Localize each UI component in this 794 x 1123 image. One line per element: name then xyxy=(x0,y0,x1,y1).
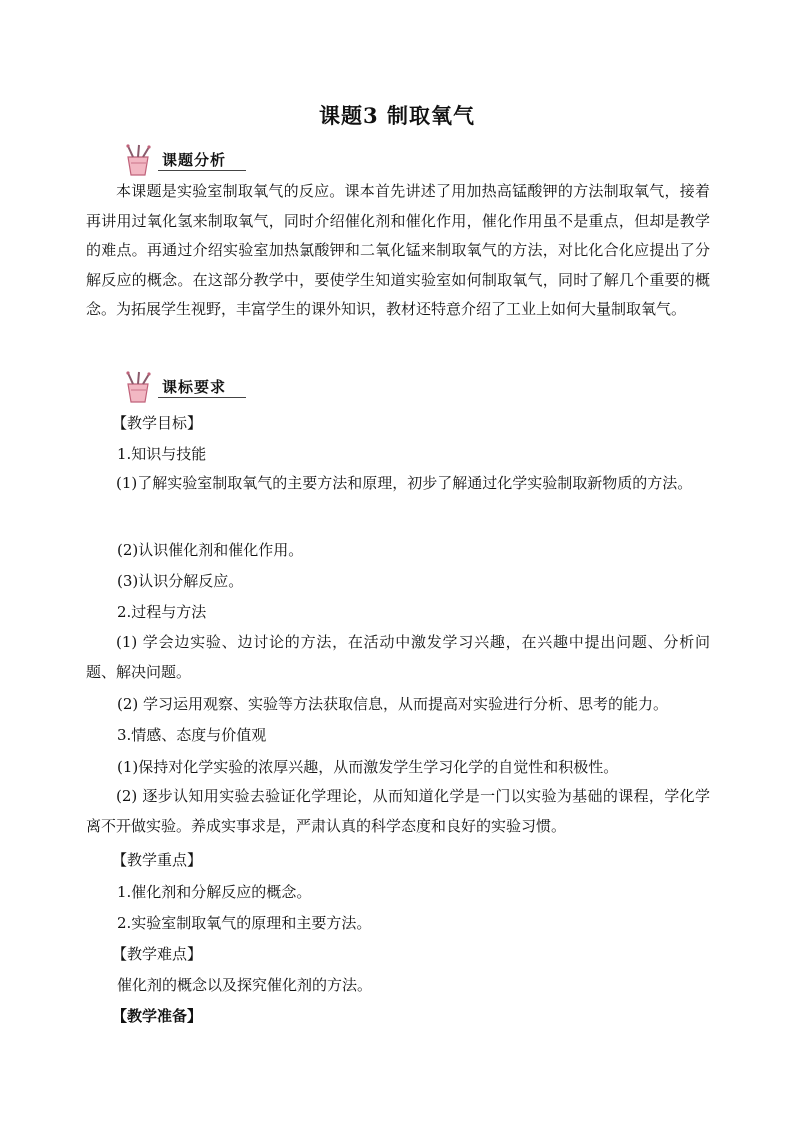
knowledge-heading: 1.知识与技能 xyxy=(117,445,207,463)
attitude-item-1: (1)保持对化学实验的浓厚兴趣，从而激发学生学习化学的自觉性和积极性。 xyxy=(117,758,619,776)
page-title: 课题3 制取氧气 xyxy=(319,103,475,128)
difficulty-heading: 【教学难点】 xyxy=(112,945,203,963)
attitude-item-2: (2) 逐步认知用实验去验证化学理论，从而知道化学是一门以实验为基础的课程，学化学离不开做实验。养成实事求是，严肃认真的科学态度和良好的实验习惯。 xyxy=(86,787,710,835)
objectives-heading: 【教学目标】 xyxy=(112,414,203,432)
process-item-2: (2) 学习运用观察、实验等方法获取信息，从而提高对实验进行分析、思考的能力。 xyxy=(117,695,669,713)
section-badge-standard xyxy=(122,370,246,404)
preparation-heading: 【教学准备】 xyxy=(112,1007,203,1025)
key-point-2: 2.实验室制取氧气的原理和主要方法。 xyxy=(117,914,372,932)
attitude-heading: 3.情感、态度与价值观 xyxy=(117,726,267,744)
knowledge-item-3: (3)认识分解反应。 xyxy=(117,572,244,590)
analysis-paragraph: 本课题是实验室制取氧气的反应。课本首先讲述了用加热高锰酸钾的方法制取氧气，接着再讲用过氧化氢来制取氧气，同时介绍催化剂和催化作用，催化作用虽不是重点，但却是教学的难点。再通过介绍实验室加热氯酸钾和二氧化锰来制取氧气的方法，对比化合化应提出了分解反应的概念。在这部分教学中，要使学生知道实验室如何制取氧气，同时了解几个重要的概念。为拓展学生视野，丰富学生的课外知识，教材还特意介绍了工业上如何大量制取氧气。 xyxy=(86,182,710,318)
knowledge-item-1: (1)了解实验室制取氧气的主要方法和原理，初步了解通过化学实验制取新物质的方法。 xyxy=(116,474,693,492)
badge-underline xyxy=(158,170,246,171)
pencil-cup-icon xyxy=(122,143,162,177)
section-badge-label: 课标要求 xyxy=(162,378,227,396)
badge-underline xyxy=(158,397,246,398)
section-badge-analysis xyxy=(122,143,246,177)
pencil-cup-icon xyxy=(122,370,162,404)
key-point-1: 1.催化剂和分解反应的概念。 xyxy=(117,883,312,901)
process-heading: 2.过程与方法 xyxy=(117,603,207,621)
knowledge-item-2: (2)认识催化剂和催化作用。 xyxy=(117,541,304,559)
process-item-1: (1) 学会边实验、边讨论的方法，在活动中激发学习兴趣，在兴趣中提出问题、分析问题、解决问题。 xyxy=(86,633,710,681)
difficulty-text: 催化剂的概念以及探究催化剂的方法。 xyxy=(117,976,373,994)
section-badge-label: 课题分析 xyxy=(162,151,227,169)
key-points-heading: 【教学重点】 xyxy=(112,851,203,869)
